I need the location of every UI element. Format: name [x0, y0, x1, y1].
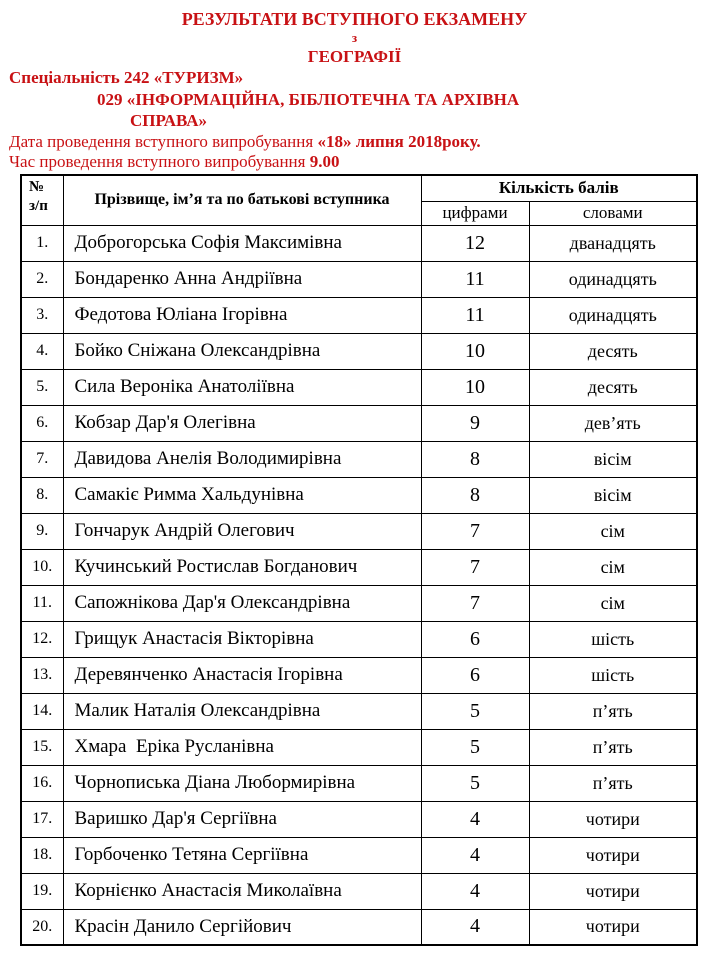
applicant-name-cell: Чорнописька Діана Любормирівна	[63, 765, 421, 801]
score-words-cell: одинадцять	[529, 261, 697, 297]
score-words-cell: десять	[529, 333, 697, 369]
applicant-name-cell: Бойко Сніжана Олександрівна	[63, 333, 421, 369]
table-row	[21, 873, 697, 909]
table-row	[21, 909, 697, 945]
exam-date-label: Дата проведення вступного випробування	[9, 132, 318, 151]
table-row	[21, 261, 697, 297]
applicant-name-cell: Малик Наталія Олександрівна	[63, 693, 421, 729]
applicant-name-cell: Самакіє Римма Хальдунівна	[63, 477, 421, 513]
row-number-cell: 11.	[21, 585, 63, 621]
score-digits-cell: 11	[421, 297, 529, 333]
table-row	[21, 333, 697, 369]
table-row	[21, 369, 697, 405]
applicant-name-cell: Кобзар Дар'я Олегівна	[63, 405, 421, 441]
score-words-cell: дев’ять	[529, 405, 697, 441]
score-digits-cell: 4	[421, 801, 529, 837]
row-number-cell: 12.	[21, 621, 63, 657]
applicant-name-cell: Грищук Анастасія Вікторівна	[63, 621, 421, 657]
column-header-score-digits: цифрами	[421, 201, 529, 225]
exam-date-value: «18» липня 2018року.	[317, 132, 481, 151]
score-digits-cell: 4	[421, 873, 529, 909]
applicant-name-cell: Давидова Анелія Володимирівна	[63, 441, 421, 477]
table-row	[21, 225, 697, 261]
table-row	[21, 405, 697, 441]
table-row	[21, 549, 697, 585]
results-table-body	[21, 225, 697, 945]
score-words-cell: сім	[529, 513, 697, 549]
exam-time-value: 9.00	[309, 152, 340, 171]
applicant-name-cell: Деревянченко Анастасія Ігорівна	[63, 657, 421, 693]
score-digits-cell: 10	[421, 333, 529, 369]
results-table	[20, 174, 698, 946]
score-digits-cell: 7	[421, 549, 529, 585]
doc-title-line1: РЕЗУЛЬТАТИ ВСТУПНОГО ЕКЗАМЕНУ	[181, 9, 528, 29]
row-number-cell: 19.	[21, 873, 63, 909]
row-number-cell: 20.	[21, 909, 63, 945]
table-row	[21, 657, 697, 693]
score-words-cell: вісім	[529, 441, 697, 477]
score-digits-cell: 12	[421, 225, 529, 261]
score-digits-cell: 4	[421, 909, 529, 945]
applicant-name-cell: Варишко Дар'я Сергіївна	[63, 801, 421, 837]
applicant-name-cell: Корнієнко Анастасія Миколаївна	[63, 873, 421, 909]
score-words-cell: шість	[529, 657, 697, 693]
score-digits-cell: 9	[421, 405, 529, 441]
score-digits-cell: 6	[421, 621, 529, 657]
score-digits-cell: 6	[421, 657, 529, 693]
score-words-cell: п’ять	[529, 765, 697, 801]
score-words-cell: чотири	[529, 909, 697, 945]
score-digits-cell: 10	[421, 369, 529, 405]
exam-time-line	[9, 152, 700, 172]
row-number-cell: 1.	[21, 225, 63, 261]
score-words-cell: чотири	[529, 801, 697, 837]
specialty-line-1: Спеціальність 242 «ТУРИЗМ»	[9, 68, 244, 87]
score-digits-cell: 8	[421, 477, 529, 513]
table-row	[21, 441, 697, 477]
row-number-cell: 15.	[21, 729, 63, 765]
row-number-cell: 2.	[21, 261, 63, 297]
table-row	[21, 513, 697, 549]
row-number-cell: 7.	[21, 441, 63, 477]
row-number-cell: 13.	[21, 657, 63, 693]
score-digits-cell: 4	[421, 837, 529, 873]
exam-time-label: Час проведення вступного випробування	[9, 152, 310, 171]
score-words-cell: п’ять	[529, 729, 697, 765]
applicant-name-cell: Хмара Еріка Русланівна	[63, 729, 421, 765]
score-digits-cell: 8	[421, 441, 529, 477]
table-row	[21, 477, 697, 513]
row-number-cell: 4.	[21, 333, 63, 369]
score-words-cell: одинадцять	[529, 297, 697, 333]
table-row	[21, 621, 697, 657]
row-number-cell: 3.	[21, 297, 63, 333]
table-row	[21, 801, 697, 837]
specialty-line-2: 029 «ІНФОРМАЦІЙНА, БІБЛІОТЕЧНА ТА АРХІВНА	[97, 90, 520, 109]
table-row	[21, 693, 697, 729]
row-number-cell: 14.	[21, 693, 63, 729]
applicant-name-cell: Гончарук Андрій Олегович	[63, 513, 421, 549]
score-digits-cell: 5	[421, 765, 529, 801]
row-number-cell: 16.	[21, 765, 63, 801]
score-digits-cell: 7	[421, 585, 529, 621]
applicant-name-cell: Федотова Юліана Ігорівна	[63, 297, 421, 333]
row-number-cell: 6.	[21, 405, 63, 441]
column-header-score-group: Кількість балів	[421, 175, 697, 201]
column-header-number	[21, 175, 63, 225]
document-header	[9, 8, 700, 172]
row-number-cell: 9.	[21, 513, 63, 549]
column-header-score-words: словами	[529, 201, 697, 225]
doc-title-subject: ГЕОГРАФІЇ	[307, 47, 402, 66]
applicant-name-cell: Сапожнікова Дар'я Олександрівна	[63, 585, 421, 621]
table-row	[21, 297, 697, 333]
results-table-header	[21, 175, 697, 225]
column-header-name: Прізвище, ім’я та по батькові вступника	[63, 175, 421, 225]
applicant-name-cell: Кучинський Ростислав Богданович	[63, 549, 421, 585]
column-header-number-line1: №	[29, 179, 45, 195]
row-number-cell: 5.	[21, 369, 63, 405]
row-number-cell: 10.	[21, 549, 63, 585]
score-words-cell: шість	[529, 621, 697, 657]
table-row	[21, 837, 697, 873]
applicant-name-cell: Горбоченко Тетяна Сергіївна	[63, 837, 421, 873]
applicant-name-cell: Красін Данило Сергійович	[63, 909, 421, 945]
score-digits-cell: 11	[421, 261, 529, 297]
column-header-number-line2: з/п	[29, 197, 48, 214]
score-digits-cell: 7	[421, 513, 529, 549]
row-number-cell: 17.	[21, 801, 63, 837]
score-digits-cell: 5	[421, 693, 529, 729]
score-words-cell: вісім	[529, 477, 697, 513]
score-words-cell: десять	[529, 369, 697, 405]
row-number-cell: 8.	[21, 477, 63, 513]
table-row	[21, 765, 697, 801]
applicant-name-cell: Доброгорська Софія Максимівна	[63, 225, 421, 261]
table-row	[21, 729, 697, 765]
applicant-name-cell: Сила Вероніка Анатоліївна	[63, 369, 421, 405]
doc-title-line2: з	[351, 30, 358, 45]
applicant-name-cell: Бондаренко Анна Андріївна	[63, 261, 421, 297]
row-number-cell: 18.	[21, 837, 63, 873]
score-words-cell: сім	[529, 585, 697, 621]
score-digits-cell: 5	[421, 729, 529, 765]
table-row	[21, 585, 697, 621]
score-words-cell: сім	[529, 549, 697, 585]
specialty-line-3: СПРАВА»	[130, 111, 208, 130]
score-words-cell: дванадцять	[529, 225, 697, 261]
score-words-cell: п’ять	[529, 693, 697, 729]
exam-date-line	[9, 131, 700, 152]
score-words-cell: чотири	[529, 837, 697, 873]
score-words-cell: чотири	[529, 873, 697, 909]
